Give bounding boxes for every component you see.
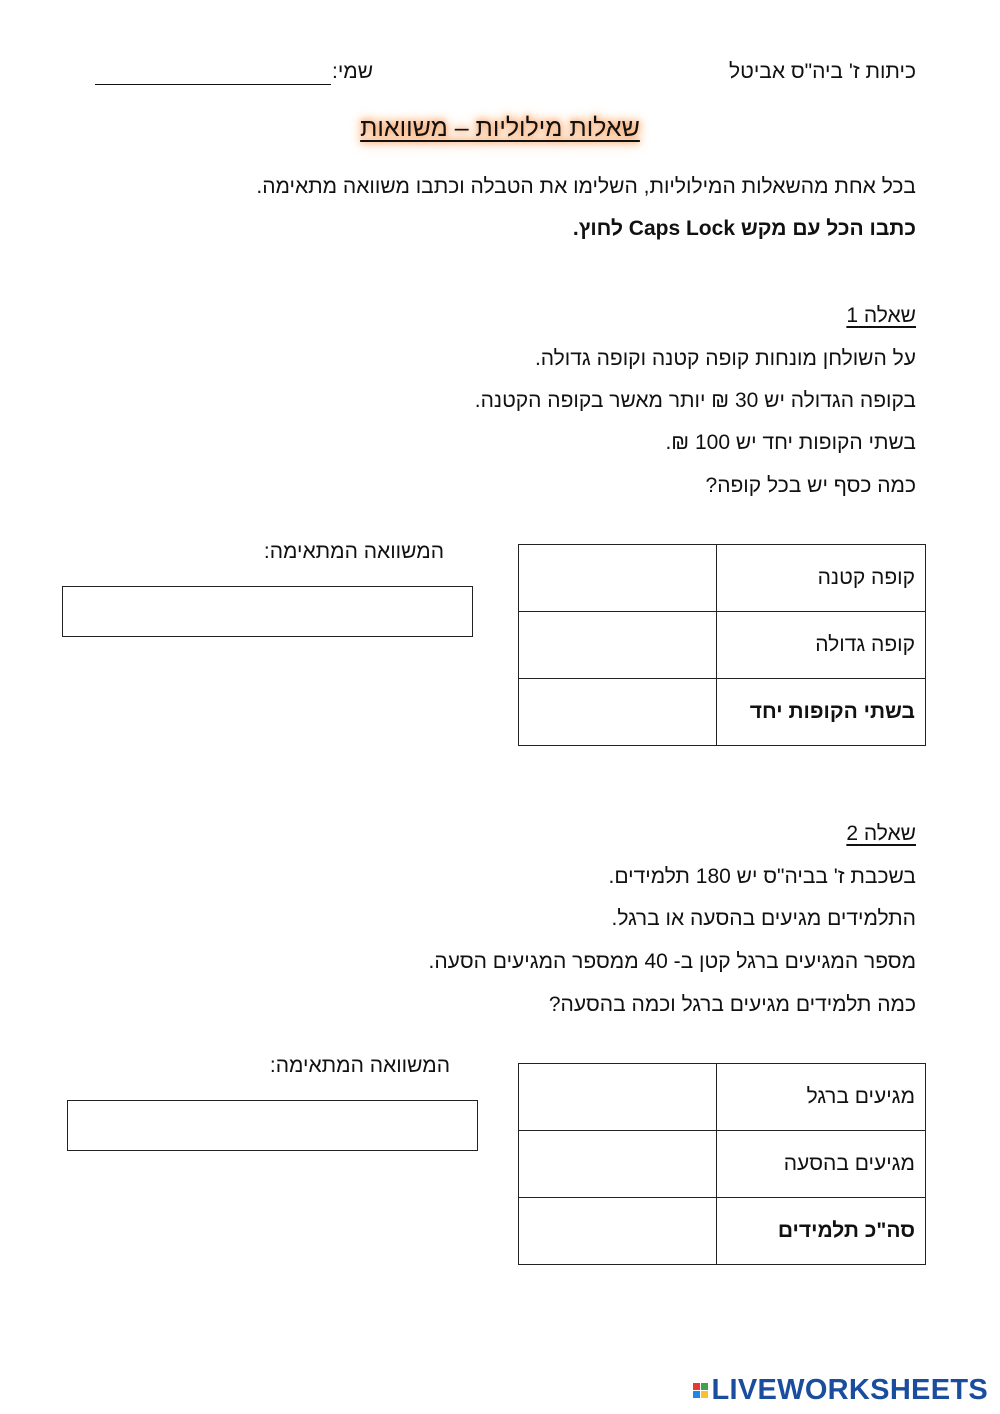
name-label: שמי: xyxy=(332,60,374,83)
table-row xyxy=(519,1131,926,1198)
question-2-walk-input[interactable] xyxy=(519,1064,717,1131)
instructions-line-2: כתבו הכל עם מקש Caps Lock לחוץ. xyxy=(572,217,916,240)
table-row xyxy=(519,679,926,746)
liveworksheets-logo xyxy=(693,1374,989,1406)
name-input-line[interactable] xyxy=(95,84,331,85)
class-label: כיתות ז' ביה"ס אביטל xyxy=(728,60,916,83)
table-row xyxy=(519,612,926,679)
question-1-large-box-input[interactable] xyxy=(519,612,717,679)
worksheet-title: שאלות מילוליות – משוואות xyxy=(360,114,640,142)
question-1-total-input[interactable] xyxy=(519,679,717,746)
question-1-row-label: קופה קטנה xyxy=(717,545,926,612)
question-2-heading: שאלה 2 xyxy=(846,822,916,845)
question-1-equation-input[interactable] xyxy=(62,586,473,637)
question-2-line-2: התלמידים מגיעים בהסעה או ברגל. xyxy=(611,907,916,930)
question-2-equation-input[interactable] xyxy=(67,1100,478,1151)
question-1-row-label: בשתי הקופות יחד xyxy=(717,679,926,746)
table-row xyxy=(519,1064,926,1131)
logo-mark-icon xyxy=(693,1383,708,1398)
question-2-line-4: כמה תלמידים מגיעים ברגל וכמה בהסעה? xyxy=(548,993,916,1016)
question-2-line-1: בשכבת ז' בביה"ס יש 180 תלמידים. xyxy=(608,865,916,888)
question-2-shuttle-input[interactable] xyxy=(519,1131,717,1198)
question-2-line-3: מספר המגיעים ברגל קטן ב- 40 ממספר המגיעים הסעה. xyxy=(428,950,916,973)
question-1-line-3: בשתי הקופות יחד יש 100 ₪. xyxy=(665,431,916,454)
question-1-line-4: כמה כסף יש בכל קופה? xyxy=(705,474,916,497)
question-1-small-box-input[interactable] xyxy=(519,545,717,612)
question-1-row-label: קופה גדולה xyxy=(717,612,926,679)
question-2-row-label: סה"כ תלמידים xyxy=(717,1198,926,1265)
question-1-table xyxy=(518,544,926,746)
question-2-table xyxy=(518,1063,926,1265)
question-2-row-label: מגיעים ברגל xyxy=(717,1064,926,1131)
question-1-line-2: בקופה הגדולה יש 30 ₪ יותר מאשר בקופה הקטנה. xyxy=(474,389,916,412)
question-1-heading: שאלה 1 xyxy=(846,304,916,327)
question-2-total-input[interactable] xyxy=(519,1198,717,1265)
question-1-line-1: על השולחן מונחות קופה קטנה וקופה גדולה. xyxy=(534,347,916,370)
table-row xyxy=(519,1198,926,1265)
table-row xyxy=(519,545,926,612)
question-2-equation-label: המשוואה המתאימה: xyxy=(269,1054,450,1077)
instructions-line-1: בכל אחת מהשאלות המילוליות, השלימו את הטבלה וכתבו משוואה מתאימה. xyxy=(256,175,916,198)
logo-text: LIVEWORKSHEETS xyxy=(711,1373,988,1406)
question-1-equation-label: המשוואה המתאימה: xyxy=(263,540,444,563)
question-2-row-label: מגיעים בהסעה xyxy=(717,1131,926,1198)
